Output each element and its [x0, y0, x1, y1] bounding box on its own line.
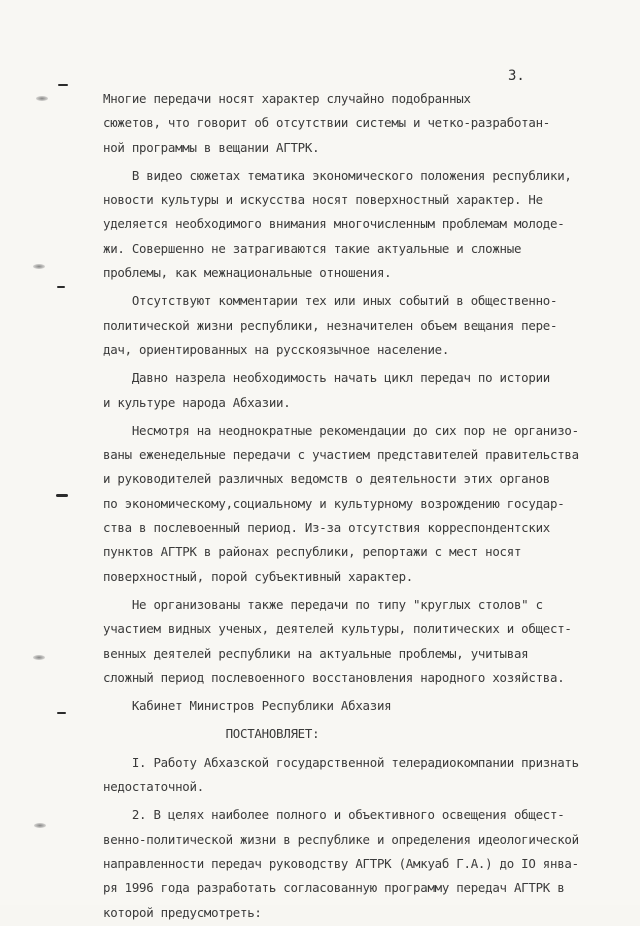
- margin-smudge: [36, 96, 48, 101]
- text-line: ПОСТАНОВЛЯЕТ:: [103, 726, 320, 742]
- text-line: Кабинет Министров Республики Абхазия: [103, 698, 392, 714]
- text-line: направленности передач руководству АГТРК (Амкуаб Г.А.) до IO янва-: [103, 855, 579, 871]
- text-line: ной программы в вещании АГТРК.: [103, 139, 320, 155]
- text-line: пунктов АГТРК в районах республики, репортажи с мест носят: [103, 544, 522, 560]
- margin-mark: [57, 712, 66, 714]
- text-line: венных деятелей республики на актуальные проблемы, учитывая: [103, 645, 529, 661]
- margin-smudge: [33, 264, 45, 269]
- text-line: недостаточной.: [103, 779, 204, 795]
- margin-smudge: [34, 823, 46, 828]
- text-line: ря 1996 года разработать согласованную программу передач АГТРК в: [103, 880, 565, 896]
- margin-mark: [57, 286, 65, 288]
- text-line: уделяется необходимого внимания многочисленным проблемам молоде-: [103, 216, 565, 232]
- text-line: венно-политической жизни в республике и определения идеологической: [103, 831, 579, 847]
- text-line: и культуре народа Абхазии.: [103, 394, 291, 410]
- margin-mark: [58, 84, 68, 86]
- text-line: I. Работу Абхазской государственной телерадиокомпании признать: [103, 754, 579, 770]
- document-body: [103, 88, 633, 926]
- text-line: сюжетов, что говорит об отсутствии системы и четко-разработан-: [103, 115, 551, 131]
- text-line: политической жизни республики, незначителен объем вещания пере-: [103, 317, 558, 333]
- text-line: ства в послевоенный период. Из-за отсутствия корреспондентских: [103, 520, 551, 536]
- text-line: сложный период послевоенного восстановления народного хозяйства.: [103, 669, 565, 685]
- text-line: В видео сюжетах тематика экономического положения республики,: [103, 167, 572, 183]
- text-line: поверхностный, порой субъективный характер.: [103, 568, 414, 584]
- text-line: по экономическому,социальному и культурному возрождению государ-: [103, 495, 565, 511]
- text-line: жи. Совершенно не затрагиваются такие актуальные и сложные: [103, 240, 522, 256]
- text-line: и руководителей различных ведомств о деятельности этих органов: [103, 471, 551, 487]
- text-line: 2. В целях наиболее полного и объективного освещения общест-: [103, 807, 565, 823]
- text-line: Не организованы также передачи по типу "круглых столов" с: [103, 596, 543, 612]
- text-line: Несмотря на неоднократные рекомендации до сих пор не организо-: [103, 422, 579, 438]
- text-line: которой предусмотреть:: [103, 904, 262, 920]
- text-line: участием видных ученых, деятелей культуры, политических и общест-: [103, 621, 572, 637]
- text-line: ваны еженедельные передачи с участием представителей правительства: [103, 447, 579, 463]
- text-line: дач, ориентированных на русскоязычное население.: [103, 341, 450, 357]
- text-line: проблемы, как межнациональные отношения.: [103, 265, 392, 281]
- text-line: Отсутствуют комментарии тех или иных событий в общественно-: [103, 293, 558, 309]
- text-line: новости культуры и искусства носят поверхностный характер. Не: [103, 192, 543, 208]
- margin-smudge: [33, 655, 45, 660]
- text-line: Давно назрела необходимость начать цикл передач по истории: [103, 370, 551, 386]
- margin-mark: [56, 494, 68, 497]
- text-line: Многие передачи носят характер случайно подобранных: [103, 91, 471, 106]
- page-number: 3.: [508, 68, 525, 84]
